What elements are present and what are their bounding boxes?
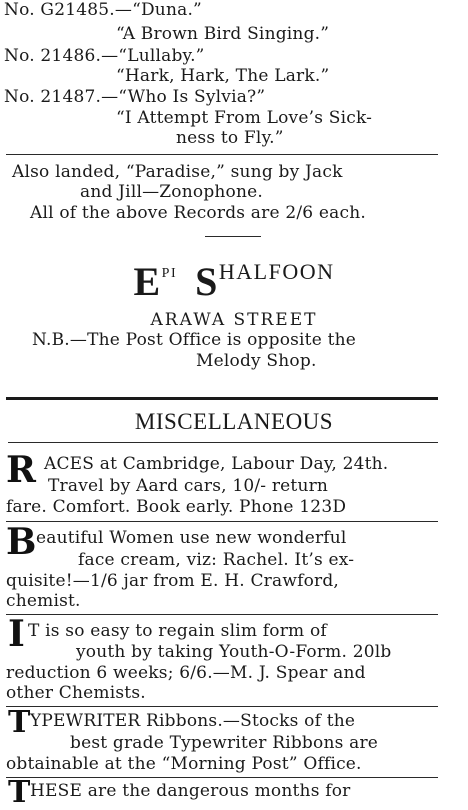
record-1-number: No. G21485. [4,0,115,20]
ad-4-line-1: YPEWRITER Ribbons.—Stocks of the [30,711,356,731]
ad-1-line-1: ACES at Cambridge, Labour Day, 24th. [44,454,389,474]
shop-street: ARAWA STREET [150,310,318,330]
record-3-line [4,87,265,107]
ad-4-line-3: obtainable at the “Morning Post” Office. [6,754,362,774]
record-1-title: —“Duna.” [114,0,202,20]
ad-4-line-2: best grade Typewriter Ribbons are [70,733,379,753]
record-3-b-side-line-1: “I Attempt From Love’s Sick- [116,108,373,128]
ad-2-line-3: quisite!—1/6 jar from E. H. Crawford, [6,571,340,591]
record-3-title: —“Who Is Sylvia?” [101,87,266,107]
ad-divider-4 [6,777,438,778]
ad-divider-3 [6,706,438,707]
ad-1-dropcap: R [6,449,36,491]
section-rule-bottom [8,442,438,443]
ad-3-line-4: other Chemists. [6,683,146,703]
record-2-number: No. 21486. [4,46,102,66]
ad-2-line-1: eautiful Women use new wonderful [36,528,347,548]
record-2-b-side: “Hark, Hark, The Lark.” [116,66,330,86]
section-heading: MISCELLANEOUS [134,409,334,434]
ad-3-line-3: reduction 6 weeks; 6/6.—M. J. Spear and [6,663,366,683]
shop-name [0,258,468,305]
ad-1-line-3: fare. Comfort. Book early. Phone 123D [6,497,347,517]
ad-1-line-2: Travel by Aard cars, 10/- return [48,476,329,496]
record-1-line [4,0,202,20]
shop-name-rest-1: PI [161,266,178,281]
section-rule-top [6,397,438,400]
short-divider [205,236,261,237]
shop-note-line-1: N.B.—The Post Office is opposite the [32,330,357,350]
record-2-line [4,46,205,66]
ad-4-dropcap: T [8,705,31,740]
shop-name-initial-2: S [195,259,219,304]
record-3-number: No. 21487. [4,87,102,107]
record-2-title: —“Lullaby.” [101,46,205,66]
also-landed-line-1: Also landed, “Paradise,” sung by Jack [12,162,343,182]
ad-2-line-2: face cream, viz: Rachel. It’s ex- [78,550,355,570]
ad-3-line-2: youth by taking Youth-O-Form. 20lb [76,642,392,662]
shop-name-initial-1: E [133,259,162,304]
record-3-b-side-line-2: ness to Fly.” [176,128,284,148]
price-note: All of the above Records are 2/6 each. [30,203,366,223]
ad-3-line-1: T is so easy to regain slim form of [28,621,327,641]
ad-divider-2 [6,614,438,615]
ad-divider-1 [6,521,438,522]
ad-2-dropcap: B [6,521,37,563]
ad-2-line-4: chemist. [6,591,81,611]
divider-rule [6,154,438,155]
shop-note-line-2: Melody Shop. [196,351,317,371]
ad-3-dropcap: I [8,613,25,655]
ad-5-dropcap: T [8,775,31,810]
record-1-b-side: “A Brown Bird Singing.” [116,24,330,44]
ad-5-line-1: HESE are the dangerous months for [30,781,351,801]
also-landed-line-2: and Jill—Zonophone. [80,182,264,202]
shop-name-rest-2: HALFOON [218,259,335,284]
